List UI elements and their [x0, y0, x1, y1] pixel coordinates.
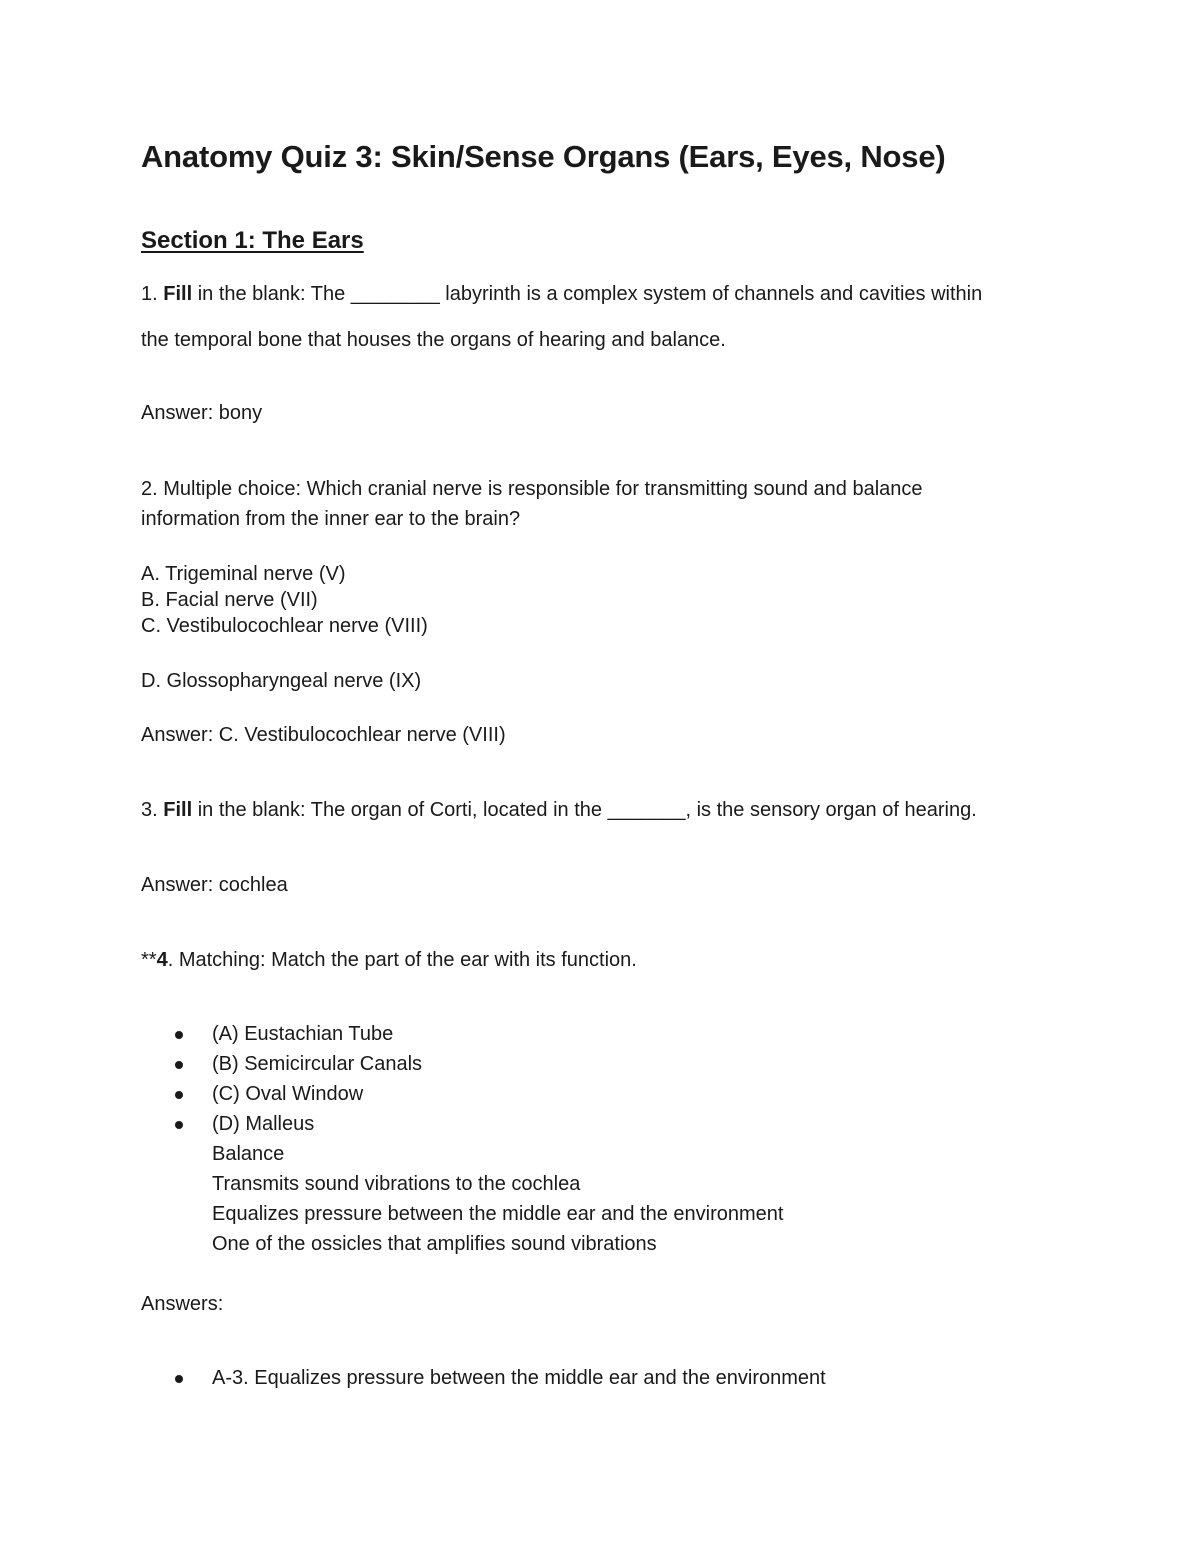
- q3-text-post: , is the sensory organ of hearing.: [685, 799, 977, 821]
- q3-text-pre: in the blank: The organ of Corti, located in the: [192, 799, 608, 821]
- bullet-icon: [175, 1375, 183, 1383]
- q4-prefix: **: [141, 949, 157, 971]
- q4-function-1: Balance: [212, 1143, 285, 1165]
- q1-blank: ________: [350, 283, 440, 305]
- q1-line1: [141, 281, 982, 307]
- q2-option-d: D. Glossopharyngeal nerve (IX): [141, 670, 422, 692]
- q1-answer: Answer: bony: [141, 402, 263, 424]
- q2-line1: 2. Multiple choice: Which cranial nerve is responsible for transmitting sound and balance: [141, 478, 923, 500]
- q4-answer-1: A-3. Equalizes pressure between the middle ear and the environment: [212, 1367, 826, 1389]
- q1-number: 1.: [141, 283, 158, 305]
- q4-function-3: Equalizes pressure between the middle ear and the environment: [212, 1203, 784, 1225]
- q1-text-post: labyrinth is a complex system of channels and cavities within: [439, 283, 983, 305]
- q4-part-c: (C) Oval Window: [212, 1083, 364, 1105]
- bullet-icon: [175, 1091, 183, 1099]
- q1-text-pre: in the blank: The: [192, 283, 351, 305]
- bullet-icon: [175, 1121, 183, 1129]
- q4-function-4: One of the ossicles that amplifies sound vibrations: [212, 1233, 657, 1255]
- q3-line: [141, 797, 977, 823]
- q2-option-a: A. Trigeminal nerve (V): [141, 563, 346, 585]
- q4-number: 4: [156, 949, 168, 971]
- q1-line2: the temporal bone that houses the organs of hearing and balance.: [141, 329, 726, 351]
- bullet-icon: [175, 1061, 183, 1069]
- q3-number: 3.: [141, 799, 158, 821]
- q3-type-label: Fill: [163, 799, 193, 821]
- q2-line2: information from the inner ear to the brain?: [141, 508, 521, 530]
- bullet-icon: [175, 1031, 183, 1039]
- q2-answer: Answer: C. Vestibulocochlear nerve (VIII): [141, 724, 506, 746]
- q4-part-b: (B) Semicircular Canals: [212, 1053, 423, 1075]
- q1-type-label: Fill: [163, 283, 193, 305]
- q4-part-d: (D) Malleus: [212, 1113, 315, 1135]
- q2-option-c: C. Vestibulocochlear nerve (VIII): [141, 615, 428, 637]
- page-title: Anatomy Quiz 3: Skin/Sense Organs (Ears, Eyes, Nose): [141, 139, 946, 174]
- q2-option-b: B. Facial nerve (VII): [141, 589, 318, 611]
- q4-part-a: (A) Eustachian Tube: [212, 1023, 394, 1045]
- q4-function-2: Transmits sound vibrations to the cochlea: [212, 1173, 581, 1195]
- q4-line: [141, 947, 637, 973]
- q4-answers-label: Answers:: [141, 1293, 224, 1315]
- section-heading: Section 1: The Ears: [141, 227, 364, 254]
- q4-text: . Matching: Match the part of the ear with its function.: [167, 949, 637, 971]
- q3-blank: _______: [607, 799, 686, 821]
- q3-answer: Answer: cochlea: [141, 874, 288, 896]
